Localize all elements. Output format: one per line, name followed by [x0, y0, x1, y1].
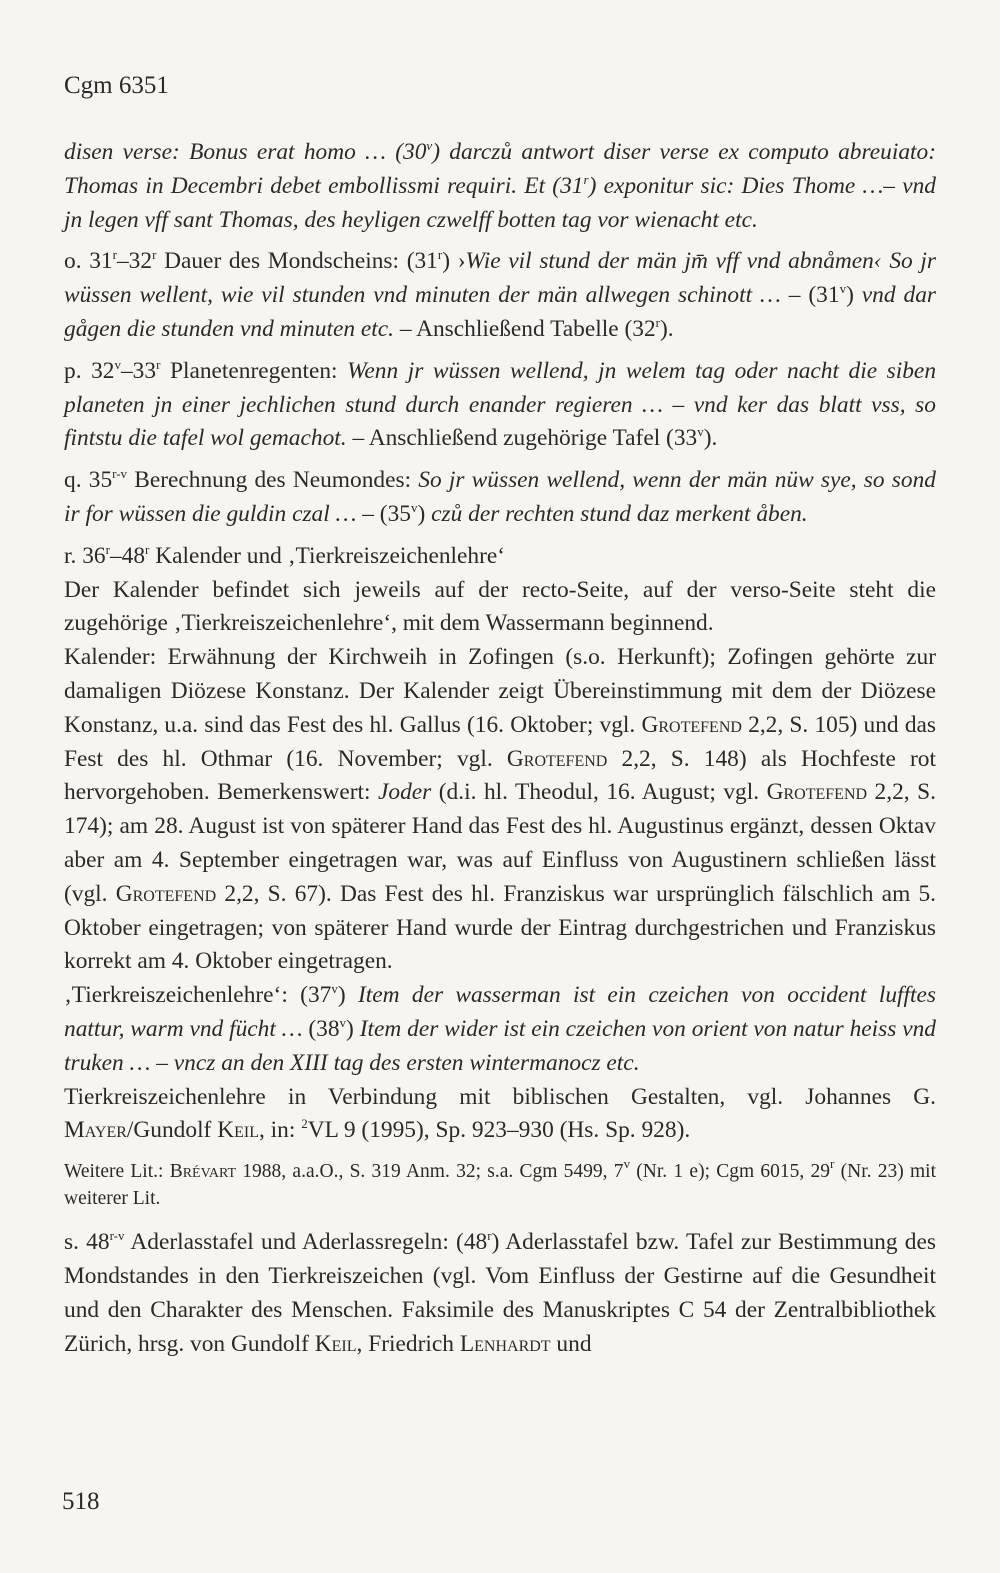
running-header: Cgm 6351 — [64, 72, 169, 99]
latin-quote: disen verse: Bonus erat homo … (30$^v$) darczů antwort diser verse ex computo abreuiato: Thomas in Decembri debet embollissmi requiri. Et (31$^r$) exponitur sic: Dies Thome …– vnd jn legen vff sant Thomas, des heyligen czwelff botten tag vor wienacht etc. — [64, 138, 936, 233]
entry-q: q. 35$^{r-v}$ Berechnung des Neumondes: So jr wüssen wellend, wenn der män nüw sye, so sond ir for wüssen die guldin czal … – (35$^v$) czů der rechten stund daz merkent åben. — [64, 466, 936, 527]
main-text — [64, 136, 936, 1369]
entry-r-paragraph-1: Der Kalender befindet sich jeweils auf der recto-Seite, auf der verso-Seite steht die zugehörige ‚Tierkreiszeichenlehre‘, mit dem Wassermann beginnend. — [64, 576, 936, 637]
entry-r-paragraph-3: ‚Tierkreiszeichenlehre‘: (37$^v$) Item der wasserman ist ein czeichen von occident lufftes nattur, warm vnd fücht … (38$^v$) Item der wider ist ein czeichen von orient von natur heiss vnd truken … – vncz an den XIII tag des ersten wintermanocz etc. — [64, 981, 937, 1076]
further-literature: Weitere Lit.: Brévart 1988, a.a.O., S. 319 Anm. 32; s.a. Cgm 5499, 7$^v$ (Nr. 1 e); Cgm 6015, 29$^r$ (Nr. 23) mit weiterer Lit. — [64, 1156, 937, 1210]
page-number: 518 — [62, 1488, 100, 1515]
entry-r — [64, 540, 936, 1148]
entry-label: q. 35$^{r-v}$ — [64, 466, 128, 494]
entry-r-paragraph-2: Kalender: Erwähnung der Kirchweih in Zofingen (s.o. Herkunft); Zofingen gehörte zur damaligen Diözese Konstanz. Der Kalender zeigt Übereinstimmung mit dem der Diözese Konstanz, u.a. sind das Fest des hl. Gallus (16. Oktober; vgl. Grotefend 2,2, S. 105) und das Fest des hl. Othmar (16. November; vgl. Grotefend 2,2, S. 148) als Hochfeste rot hervorgehoben. Bemerkenswert: Joder (d.i. hl. Theodul, 16. August; vgl. Grotefend 2,2, S. 174); am 28. August ist von späterer Hand das Fest des hl. Augustinus ergänzt, dessen Oktav aber am 4. September eingetragen war, was auf Einfluss von Augustinern schließen lässt (vgl. Grotefend 2,2, S. 67). Das Fest des hl. Franziskus war ursprünglich fälschlich am 5. Oktober eingetragen; von späterer Hand wurde der Eintrag durchgestrichen und Franziskus korrekt am 4. Oktober eingetragen. — [64, 644, 936, 975]
entry-o: o. 31$^r$–32$^r$ Dauer des Mondscheins: (31$^r$) ›Wie vil stund der män jm̄ vff vnd abnåmen‹ So jr wüssen wellent, wie vil stunden vnd minuten der män allwegen schinott … – (31$^v$) vnd dar gågen die stunden vnd minuten etc. – Anschließend Tabelle (32$^r$). — [64, 247, 937, 342]
entry-label: p. 32$^v$–33$^r$ — [64, 356, 161, 384]
paragraph-o-intro — [64, 136, 936, 237]
entry-label: r. 36$^r$–48$^r$ — [64, 541, 150, 569]
entry-label: s. 48$^{r-v}$ — [64, 1228, 125, 1256]
entry-s: s. 48$^{r-v}$ Aderlasstafel und Aderlassregeln: (48$^r$) Aderlasstafel bzw. Tafel zur Bestimmung des Mondstandes in den Tierkreiszeichen (vgl. Vom Einfluss der Gestirne auf die Gesundheit und den Charakter des Menschen. Faksimile des Manuskriptes C 54 der Zentralbibliothek Zürich, hrsg. von Gundolf Keil, Friedrich Lenhardt und — [64, 1228, 936, 1357]
entry-r-heading: r. 36$^r$–48$^r$ Kalender und ‚Tierkreiszeichenlehre‘ — [64, 541, 506, 569]
entry-r-paragraph-4: Tierkreiszeichenlehre in Verbindung mit biblischen Gestalten, vgl. Johannes G. Mayer/Gundolf Keil, in: $^2$VL 9 (1995), Sp. 923–930 (Hs. Sp. 928). — [64, 1083, 936, 1144]
entry-label: o. 31$^r$–32$^r$ — [64, 247, 157, 275]
entry-p: p. 32$^v$–33$^r$ Planetenregenten: Wenn jr wüssen wellend, jn welem tag oder nacht die siben planeten jn einer jechlichen stund durch enander regieren … – vnd ker das blatt vss, so fintstu die tafel wol gemachot. – Anschließend zugehörige Tafel (33$^v$). — [64, 356, 937, 452]
